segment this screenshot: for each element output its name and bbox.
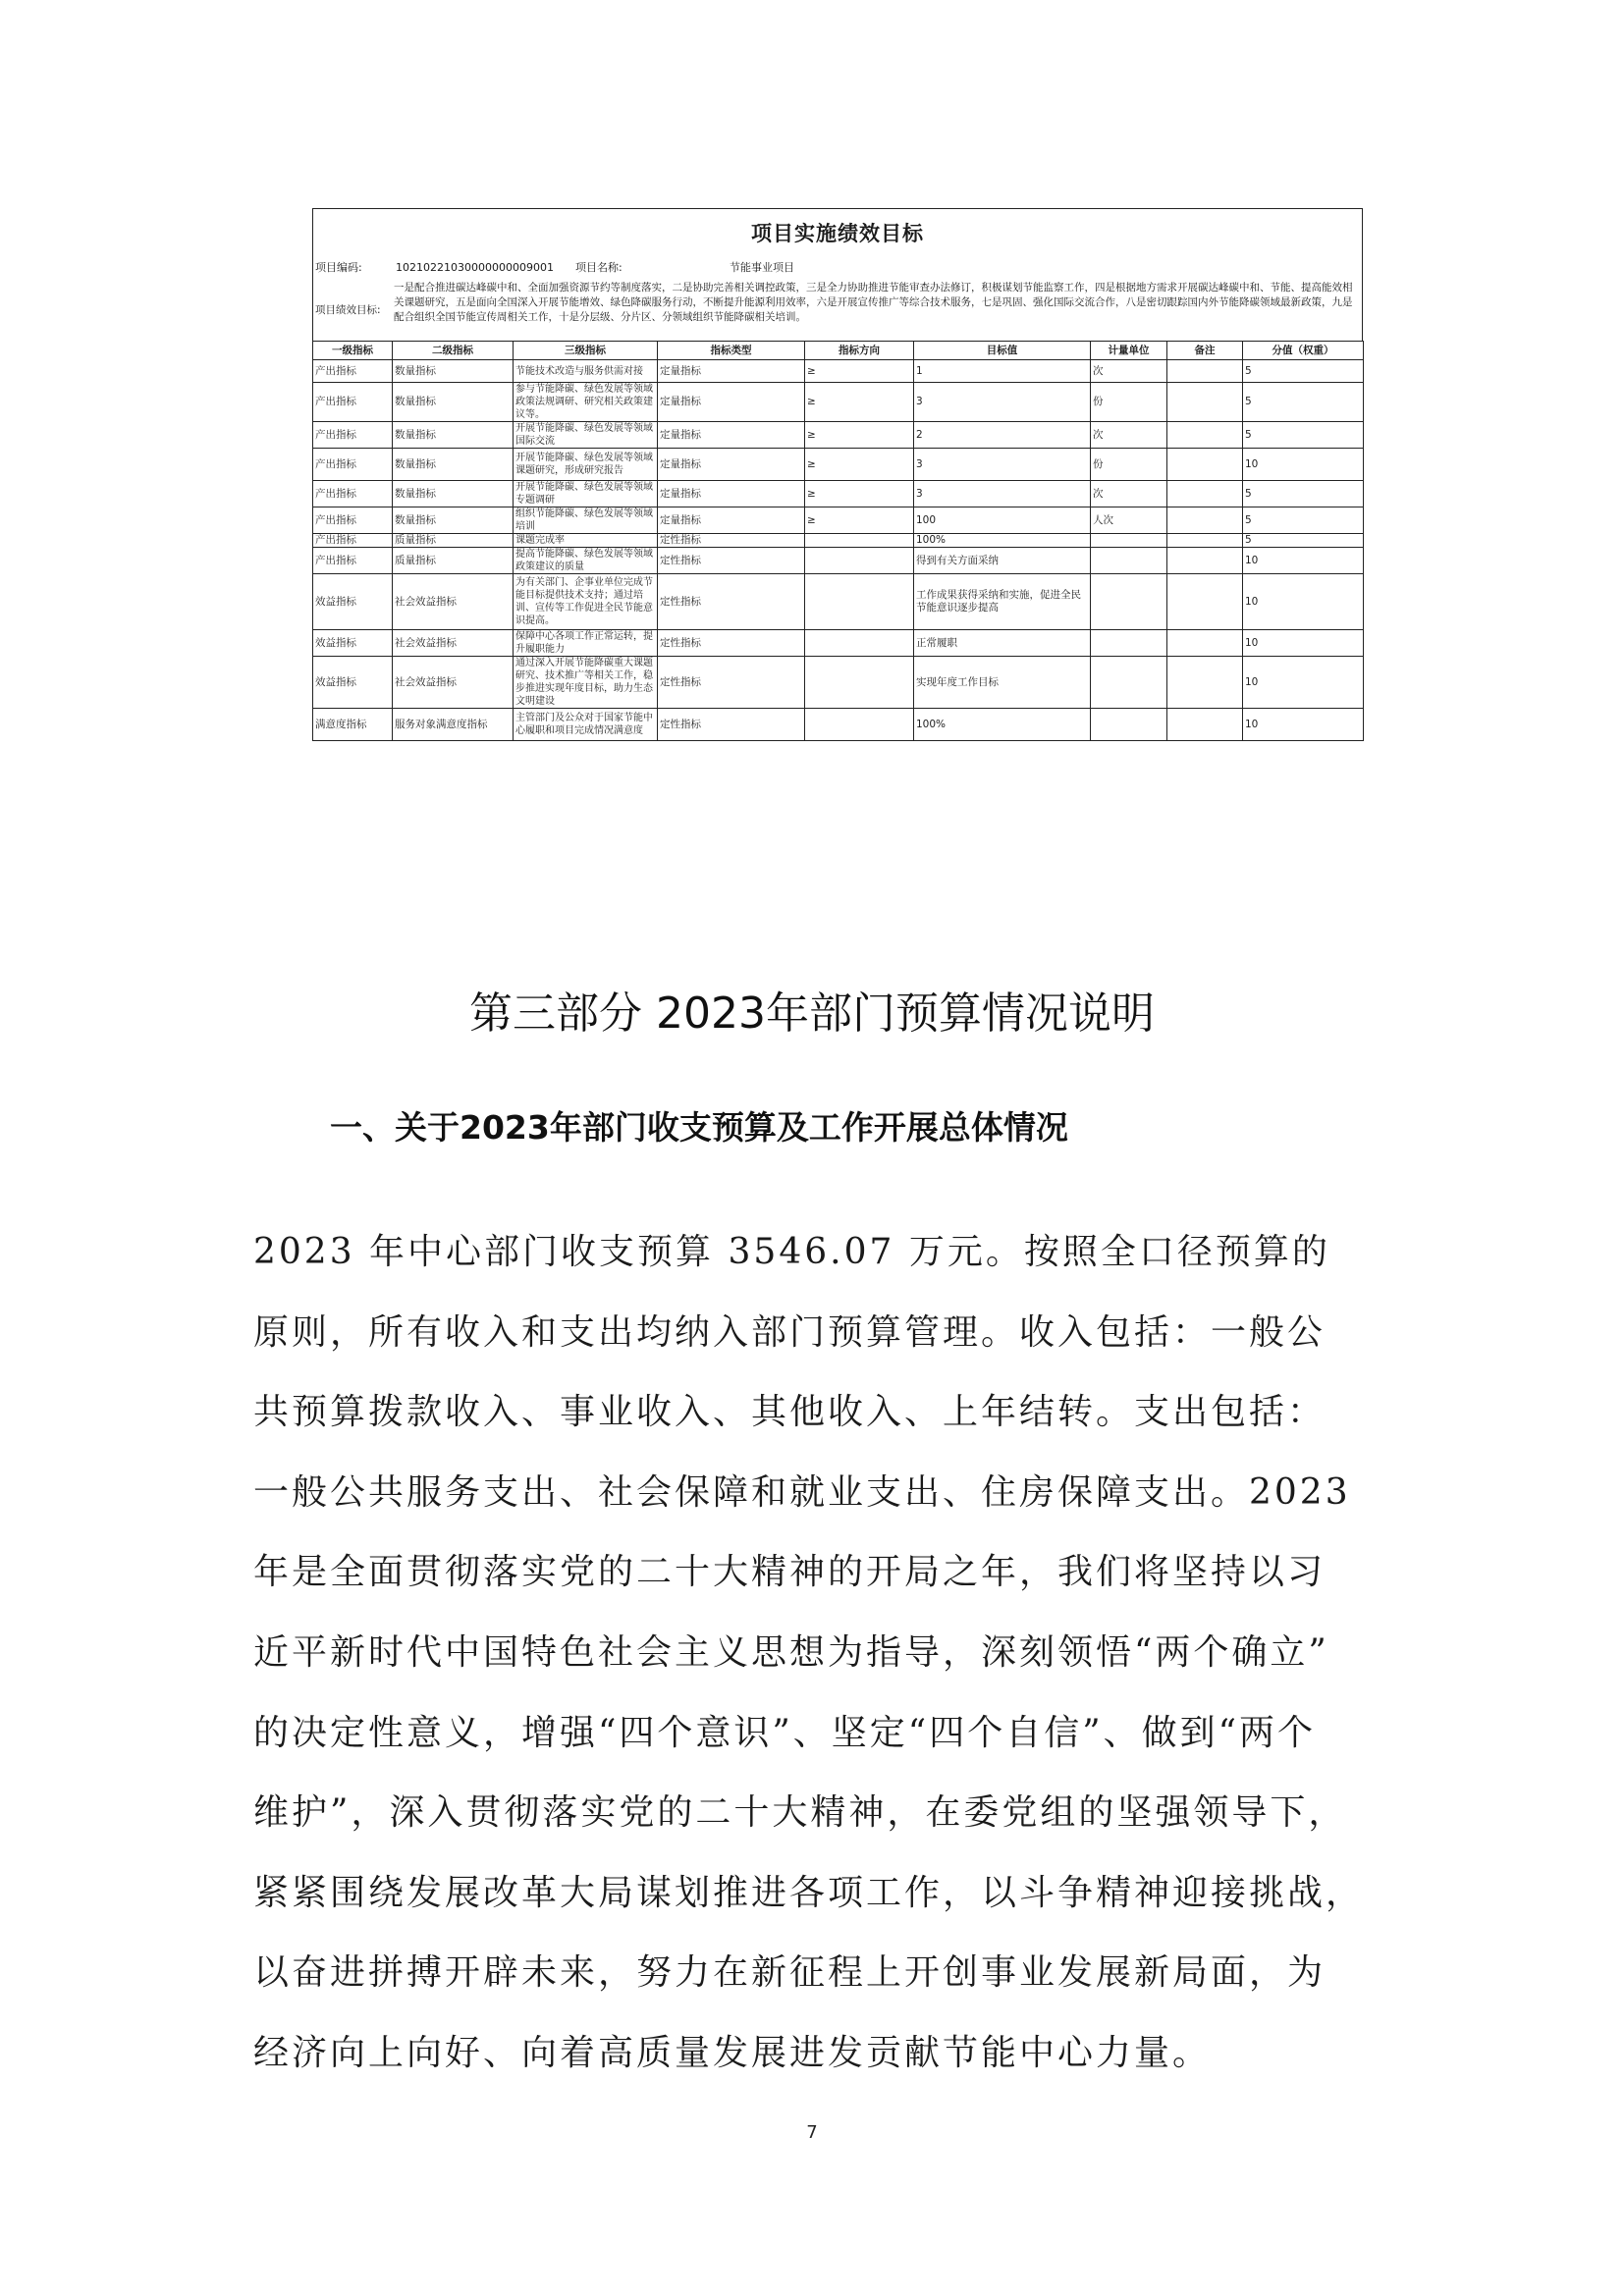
table-body <box>313 360 1364 741</box>
table-cell <box>1091 709 1167 741</box>
heading-1: 一、关于2023年部门收支预算及工作开展总体情况 <box>330 1108 1068 1147</box>
table-cell: 数量指标 <box>393 383 514 422</box>
table-cell: 1 <box>914 360 1091 383</box>
table-cell: 数量指标 <box>393 507 514 534</box>
table-cell: 2 <box>914 422 1091 449</box>
section-title: 第三部分 2023年部门预算情况说明 <box>469 988 1155 1039</box>
table-header-cell: 目标值 <box>914 342 1091 360</box>
table-cell: 为有关部门、企事业单位完成节能目标提供技术支持；通过培训、宣传等工作促进全民节能意识提高。 <box>514 574 658 630</box>
table-cell: 效益指标 <box>313 630 393 657</box>
table-cell: 5 <box>1243 534 1364 548</box>
paragraph-line: 共预算拨款收入、事业收入、其他收入、上年结转。支出包括： <box>253 1392 1326 1433</box>
table-cell: 数量指标 <box>393 360 514 383</box>
paragraph-line: 维护”，深入贯彻落实党的二十大精神，在委党组的坚强领导下， <box>253 1792 1347 1834</box>
table-row <box>313 449 1364 481</box>
table-cell: ≥ <box>805 383 914 422</box>
paragraph-line: 的决定性意义，增强“四个意识”、坚定“四个自信”、做到“两个 <box>253 1712 1317 1753</box>
table-cell: 100% <box>914 709 1091 741</box>
table-cell: 定性指标 <box>658 548 805 574</box>
table-cell: 定量指标 <box>658 422 805 449</box>
table-cell: 次 <box>1091 360 1167 383</box>
table-cell: 5 <box>1243 360 1364 383</box>
table-cell: 份 <box>1091 449 1167 481</box>
project-meta-row <box>312 258 1363 278</box>
table-cell <box>805 574 914 630</box>
table-header-cell: 分值（权重） <box>1243 342 1364 360</box>
table-title: 项目实施绩效目标 <box>312 208 1363 258</box>
table-cell: 5 <box>1243 481 1364 507</box>
table-header-cell: 计量单位 <box>1091 342 1167 360</box>
table-cell <box>1091 534 1167 548</box>
table-cell: 正常履职 <box>914 630 1091 657</box>
table-cell: 定性指标 <box>658 534 805 548</box>
table-cell: 保障中心各项工作正常运转，提升履职能力 <box>514 630 658 657</box>
table-cell: 节能技术改造与服务供需对接 <box>514 360 658 383</box>
table-row <box>313 360 1364 383</box>
table-cell: 定量指标 <box>658 449 805 481</box>
table-cell: 开展节能降碳、绿色发展等领域课题研究，形成研究报告 <box>514 449 658 481</box>
table-cell: ≥ <box>805 449 914 481</box>
table-header-cell: 二级指标 <box>393 342 514 360</box>
table-row <box>313 630 1364 657</box>
table-cell: 得到有关方面采纳 <box>914 548 1091 574</box>
table-header-cell: 一级指标 <box>313 342 393 360</box>
table-cell: 定性指标 <box>658 574 805 630</box>
table-cell: 满意度指标 <box>313 709 393 741</box>
table-row <box>313 548 1364 574</box>
table-header-cell: 指标类型 <box>658 342 805 360</box>
table-cell <box>1167 360 1243 383</box>
table-cell: 课题完成率 <box>514 534 658 548</box>
table-cell: 社会效益指标 <box>393 657 514 709</box>
paragraph-line: 以奋进拼搏开辟未来，努力在新征程上开创事业发展新局面，为 <box>253 1952 1326 1994</box>
table-row <box>313 709 1364 741</box>
table-cell: 10 <box>1243 657 1364 709</box>
indicator-table <box>312 341 1364 741</box>
table-cell: 10 <box>1243 630 1364 657</box>
table-cell: 质量指标 <box>393 534 514 548</box>
table-cell: 质量指标 <box>393 548 514 574</box>
table-cell: 社会效益指标 <box>393 630 514 657</box>
table-row <box>313 507 1364 534</box>
table-cell: 定量指标 <box>658 481 805 507</box>
table-cell: 数量指标 <box>393 481 514 507</box>
paragraph-line: 紧紧围绕发展改革大局谋划推进各项工作，以斗争精神迎接挑战， <box>253 1872 1365 1913</box>
table-cell: ≥ <box>805 422 914 449</box>
table-cell: 实现年度工作目标 <box>914 657 1091 709</box>
body-paragraph <box>253 1212 1392 2094</box>
table-cell: 人次 <box>1091 507 1167 534</box>
paragraph-line: 2023 年中心部门收支预算 3546.07 万元。按照全口径预算的 <box>253 1232 1330 1272</box>
table-cell: 效益指标 <box>313 574 393 630</box>
table-cell <box>1167 548 1243 574</box>
table-cell: 5 <box>1243 507 1364 534</box>
table-cell: 开展节能降碳、绿色发展等领域专题调研 <box>514 481 658 507</box>
project-goal-label: 项目绩效目标: <box>315 303 381 316</box>
paragraph-line: 经济向上向好、向着高质量发展进发贡献节能中心力量。 <box>253 2032 1212 2073</box>
table-cell: 定性指标 <box>658 709 805 741</box>
table-cell: 数量指标 <box>393 422 514 449</box>
table-cell: 数量指标 <box>393 449 514 481</box>
table-cell <box>1091 657 1167 709</box>
table-cell: 定量指标 <box>658 383 805 422</box>
table-cell: 产出指标 <box>313 383 393 422</box>
table-cell: 10 <box>1243 574 1364 630</box>
table-cell: 提高节能降碳、绿色发展等领域政策建议的质量 <box>514 548 658 574</box>
table-cell: ≥ <box>805 481 914 507</box>
table-cell <box>1167 383 1243 422</box>
paragraph-line: 一般公共服务支出、社会保障和就业支出、住房保障支出。2023 <box>253 1471 1351 1513</box>
table-cell <box>1167 422 1243 449</box>
table-cell: 3 <box>914 449 1091 481</box>
table-cell: 社会效益指标 <box>393 574 514 630</box>
table-header-row <box>313 342 1364 360</box>
table-cell: 效益指标 <box>313 657 393 709</box>
paragraph-line: 近平新时代中国特色社会主义思想为指导，深刻领悟“两个确立” <box>253 1631 1329 1673</box>
project-goal-text: 一是配合推进碳达峰碳中和、全面加强资源节约等制度落实，二是协助完善相关调控政策，三是全力协助推进节能审查办法修订，积极谋划节能监察工作，四是根据地方需求开展碳达峰碳中和、节能、提高能效相关课题研究，五是面向全国深入开展节能增效、绿色降碳服务行动，不断提升能源利用效率，六是开展宣传推广等综合技术服务，七是巩固、强化国际交流合作，八是密切跟踪国内外节能降碳领域最新政策，九是配合组织全国节能宣传周相关工作，十是分层级、分片区、分领域组织节能降碳相关培训。 <box>394 282 1353 323</box>
table-cell: 10 <box>1243 548 1364 574</box>
performance-target-table <box>312 208 1363 741</box>
table-cell <box>805 657 914 709</box>
table-cell: 3 <box>914 481 1091 507</box>
table-header-cell: 三级指标 <box>514 342 658 360</box>
paragraph-line: 年是全面贯彻落实党的二十大精神的开局之年，我们将坚持以习 <box>253 1552 1326 1593</box>
table-cell: 主管部门及公众对于国家节能中心履职和项目完成情况满意度 <box>514 709 658 741</box>
table-cell: 产出指标 <box>313 548 393 574</box>
table-cell: 3 <box>914 383 1091 422</box>
table-cell: 产出指标 <box>313 422 393 449</box>
table-cell: 产出指标 <box>313 534 393 548</box>
project-name-label: 项目名称: <box>575 261 623 274</box>
table-cell: 产出指标 <box>313 507 393 534</box>
table-cell: 10 <box>1243 709 1364 741</box>
table-cell: 开展节能降碳、绿色发展等领域国际交流 <box>514 422 658 449</box>
table-cell <box>805 548 914 574</box>
table-cell: ≥ <box>805 507 914 534</box>
table-cell: 次 <box>1091 422 1167 449</box>
table-cell: 定性指标 <box>658 630 805 657</box>
table-cell: ≥ <box>805 360 914 383</box>
table-cell: 通过深入开展节能降碳重大课题研究、技术推广等相关工作，稳步推进实现年度目标，助力生态文明建设 <box>514 657 658 709</box>
project-code-label: 项目编码: <box>315 261 362 274</box>
table-cell: 产出指标 <box>313 481 393 507</box>
table-cell: 产出指标 <box>313 360 393 383</box>
table-cell: 参与节能降碳、绿色发展等领域政策法规调研、研究相关政策建议等。 <box>514 383 658 422</box>
table-cell: 定量指标 <box>658 360 805 383</box>
table-row <box>313 534 1364 548</box>
table-row <box>313 383 1364 422</box>
table-cell: 100% <box>914 534 1091 548</box>
table-row <box>313 481 1364 507</box>
page-number: 7 <box>806 2122 818 2143</box>
table-cell <box>1091 630 1167 657</box>
table-cell <box>1167 481 1243 507</box>
table-cell: 100 <box>914 507 1091 534</box>
paragraph-line: 原则，所有收入和支出均纳入部门预算管理。收入包括：一般公 <box>253 1311 1326 1353</box>
table-cell <box>805 709 914 741</box>
table-cell: 定量指标 <box>658 507 805 534</box>
table-header-cell: 指标方向 <box>805 342 914 360</box>
table-cell <box>805 534 914 548</box>
table-cell <box>1167 657 1243 709</box>
table-header-cell: 备注 <box>1167 342 1243 360</box>
table-cell <box>1167 507 1243 534</box>
table-cell: 组织节能降碳、绿色发展等领域培训 <box>514 507 658 534</box>
table-cell <box>1091 574 1167 630</box>
table-row <box>313 657 1364 709</box>
table-cell: 10 <box>1243 449 1364 481</box>
table-cell <box>805 630 914 657</box>
table-cell <box>1167 709 1243 741</box>
table-cell: 次 <box>1091 481 1167 507</box>
table-cell <box>1167 449 1243 481</box>
table-cell: 服务对象满意度指标 <box>393 709 514 741</box>
table-row <box>313 574 1364 630</box>
project-code-value: 10210221030000000009001 <box>396 261 554 274</box>
table-cell: 产出指标 <box>313 449 393 481</box>
table-cell <box>1167 574 1243 630</box>
table-cell: 份 <box>1091 383 1167 422</box>
project-name-value: 节能事业项目 <box>730 261 794 274</box>
table-cell: 定性指标 <box>658 657 805 709</box>
table-cell: 5 <box>1243 383 1364 422</box>
table-row <box>313 422 1364 449</box>
table-cell: 5 <box>1243 422 1364 449</box>
table-cell <box>1091 548 1167 574</box>
table-cell <box>1167 630 1243 657</box>
table-cell: 工作成果获得采纳和实施，促进全民节能意识逐步提高 <box>914 574 1091 630</box>
project-goal-row <box>312 278 1363 341</box>
table-cell <box>1167 534 1243 548</box>
